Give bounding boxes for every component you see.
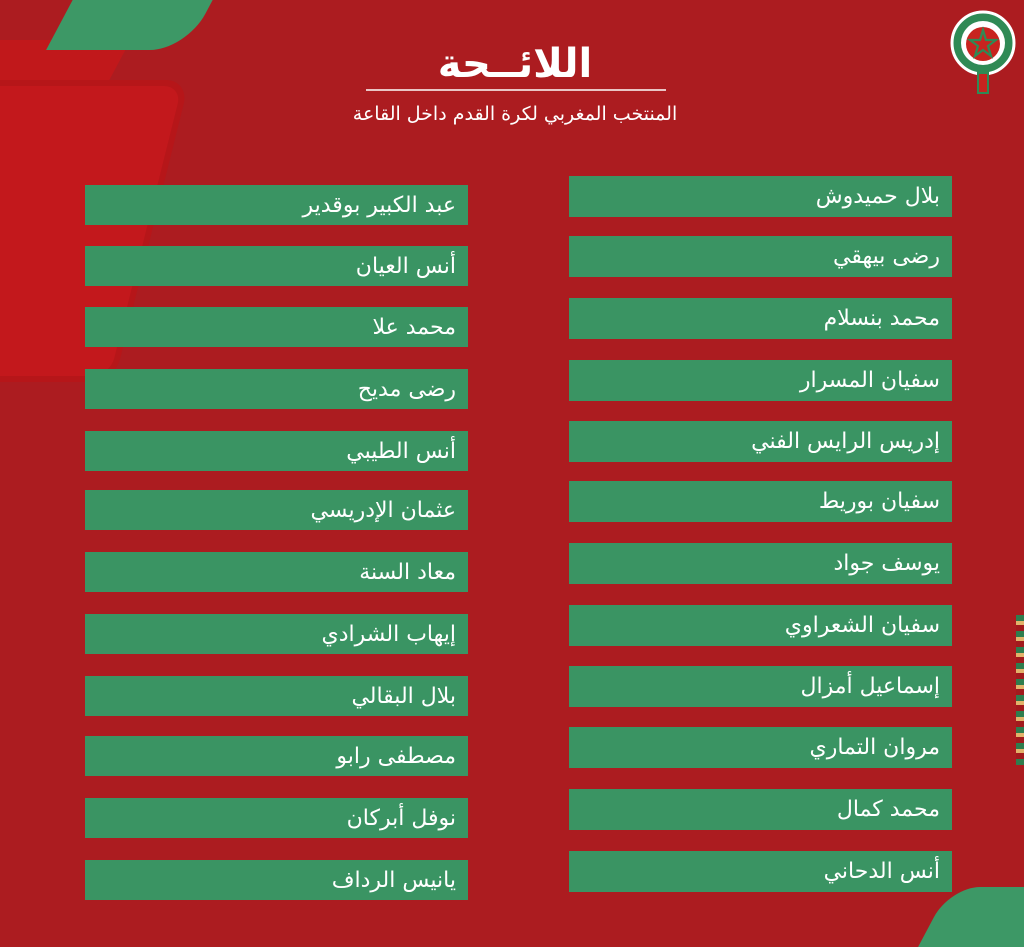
roster-item	[569, 421, 952, 462]
player-name: محمد كمال	[836, 797, 940, 822]
page-title: اللائــحة	[437, 41, 593, 87]
player-name: محمد بنسلام	[823, 306, 940, 331]
roster-item	[85, 860, 468, 900]
roster-item	[569, 236, 952, 277]
roster-item	[85, 185, 468, 225]
roster-item	[85, 307, 468, 347]
player-name: معاد السنة	[359, 559, 456, 585]
player-name: نوفل أبركان	[346, 805, 456, 831]
player-name: إدريس الرايس الفني	[751, 429, 940, 454]
player-name: سفيان بوريط	[818, 489, 940, 514]
decorative-stripes	[1016, 615, 1024, 765]
roster-item	[569, 666, 952, 707]
player-name: أنس العيان	[355, 253, 456, 279]
player-name: سفيان الشعراوي	[784, 613, 940, 638]
player-name: مصطفى رابو	[336, 743, 456, 769]
player-name: إسماعيل أمزال	[800, 674, 940, 699]
player-name: رضى بيهقي	[832, 244, 940, 269]
decorative-green-shape-bottom	[918, 887, 1024, 947]
player-name: أنس الدحاني	[823, 859, 940, 884]
decorative-green-shape-top	[46, 0, 234, 50]
roster-item	[85, 798, 468, 838]
player-name: يانيس الرداف	[331, 867, 456, 893]
roster-item	[569, 360, 952, 401]
player-name: مروان التماري	[809, 735, 940, 760]
roster-item	[85, 614, 468, 654]
player-name: عبد الكبير بوقدير	[302, 192, 456, 218]
player-name: أنس الطيبي	[346, 438, 456, 464]
roster-item	[569, 789, 952, 830]
player-name: عثمان الإدريسي	[310, 497, 456, 523]
roster-item	[569, 176, 952, 217]
player-name: محمد علا	[372, 314, 456, 340]
player-name: يوسف جواد	[833, 551, 940, 576]
roster-item	[85, 552, 468, 592]
roster-item	[85, 431, 468, 471]
player-name: إيهاب الشرادي	[321, 621, 456, 647]
title-divider	[366, 89, 666, 91]
roster-item	[85, 369, 468, 409]
roster-item	[569, 851, 952, 892]
roster-item	[569, 727, 952, 768]
player-name: بلال حميدوش	[815, 184, 940, 209]
roster-item	[85, 736, 468, 776]
roster-item	[569, 481, 952, 522]
roster-item	[85, 676, 468, 716]
player-name: رضى مديح	[357, 376, 456, 402]
roster-item	[569, 605, 952, 646]
player-name: سفيان المسرار	[799, 368, 940, 393]
roster-item	[85, 490, 468, 530]
federation-crest-icon	[950, 10, 1016, 96]
roster-item	[85, 246, 468, 286]
roster-item	[569, 543, 952, 584]
roster-item	[569, 298, 952, 339]
page-subtitle: المنتخب المغربي لكرة القدم داخل القاعة	[352, 103, 678, 125]
player-name: بلال البقالي	[351, 683, 456, 709]
